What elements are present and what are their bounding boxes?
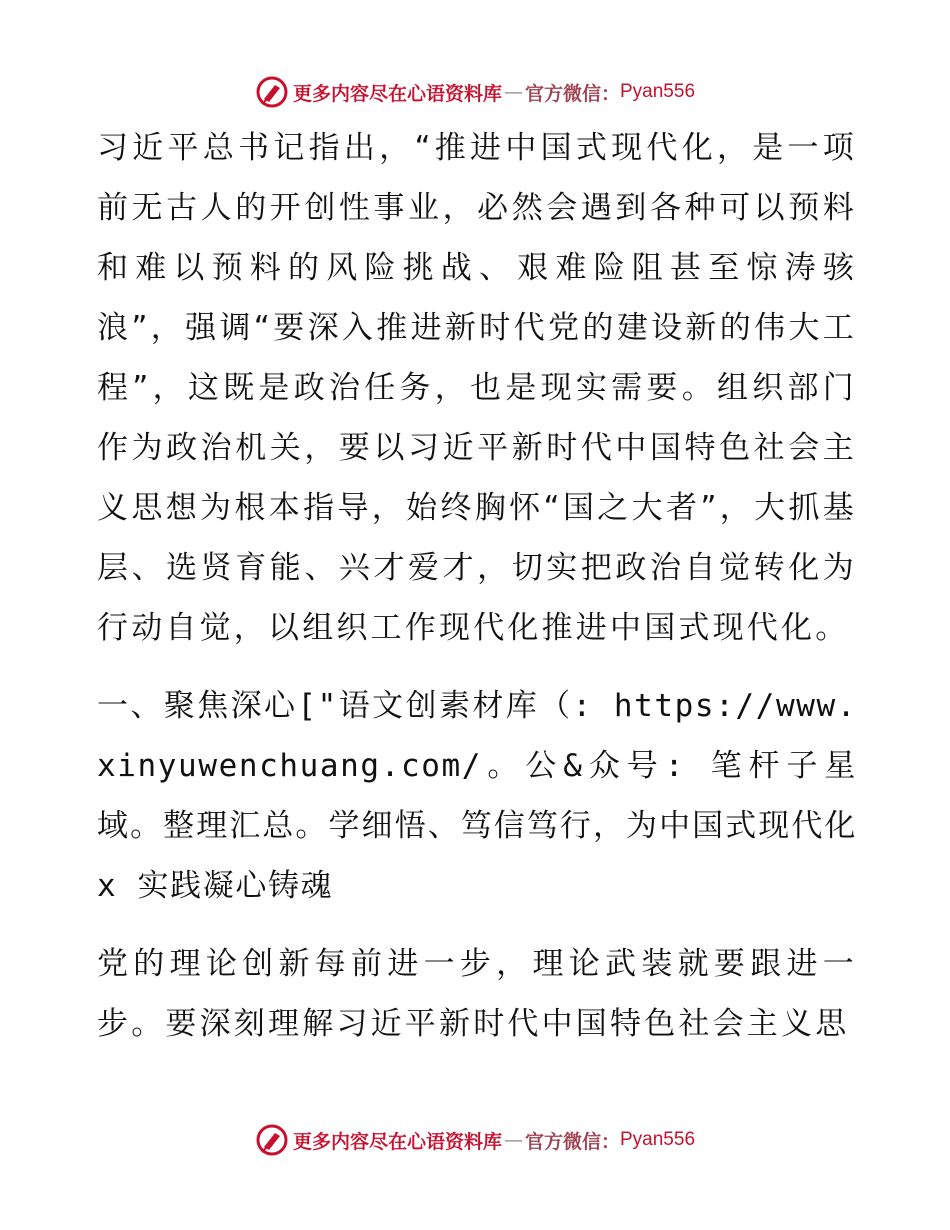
header-watermark-banner	[0, 72, 950, 112]
banner-wechat-id: Pyan556	[620, 81, 696, 102]
banner-wechat-id: Pyan556	[620, 1129, 696, 1150]
body-paragraph-1: 习近平总书记指出，“推进中国式现代化，是一项前无古人的开创性事业，必然会遇到各种可以预料和难以预料的风险挑战、艰难险阻甚至惊涛骇浪”，强调“要深入推进新时代党的建设新的伟大工程”，这既是政治任务，也是现实需要。组织部门作为政治机关，要以习近平新时代中国特色社会主义思想为根本指导，始终胸怀“国之大者”，大抓基层、选贤育能、兴才爱才，切实把政治自觉转化为行动自觉，以组织工作现代化推进中国式现代化。	[97, 130, 857, 646]
banner-dash: —	[503, 81, 523, 103]
banner-brand-text: 更多内容尽在心语资料库	[292, 1130, 502, 1153]
brand-logo-icon	[255, 75, 289, 109]
banner-wechat-label: 官方微信：	[524, 1130, 620, 1153]
banner-brand-text: 更多内容尽在心语资料库	[292, 82, 502, 105]
banner-wechat-label: 官方微信：	[524, 82, 620, 105]
document-body	[97, 118, 857, 1054]
banner-dash: —	[503, 1129, 523, 1151]
brand-logo-icon	[255, 1123, 289, 1157]
section-heading: 一、聚焦深心["语文创素材库（: https://www.xinyuwenchuang.com/。公&众号: 笔杆子星域。整理汇总。学细悟、笃信笃行，为中国式现代化 x 实践凝心铸魂	[97, 688, 857, 904]
footer-watermark-banner	[0, 1120, 950, 1160]
body-paragraph-2: 党的理论创新每前进一步，理论武装就要跟进一步。要深刻理解习近平新时代中国特色社会主义思	[97, 946, 857, 1042]
